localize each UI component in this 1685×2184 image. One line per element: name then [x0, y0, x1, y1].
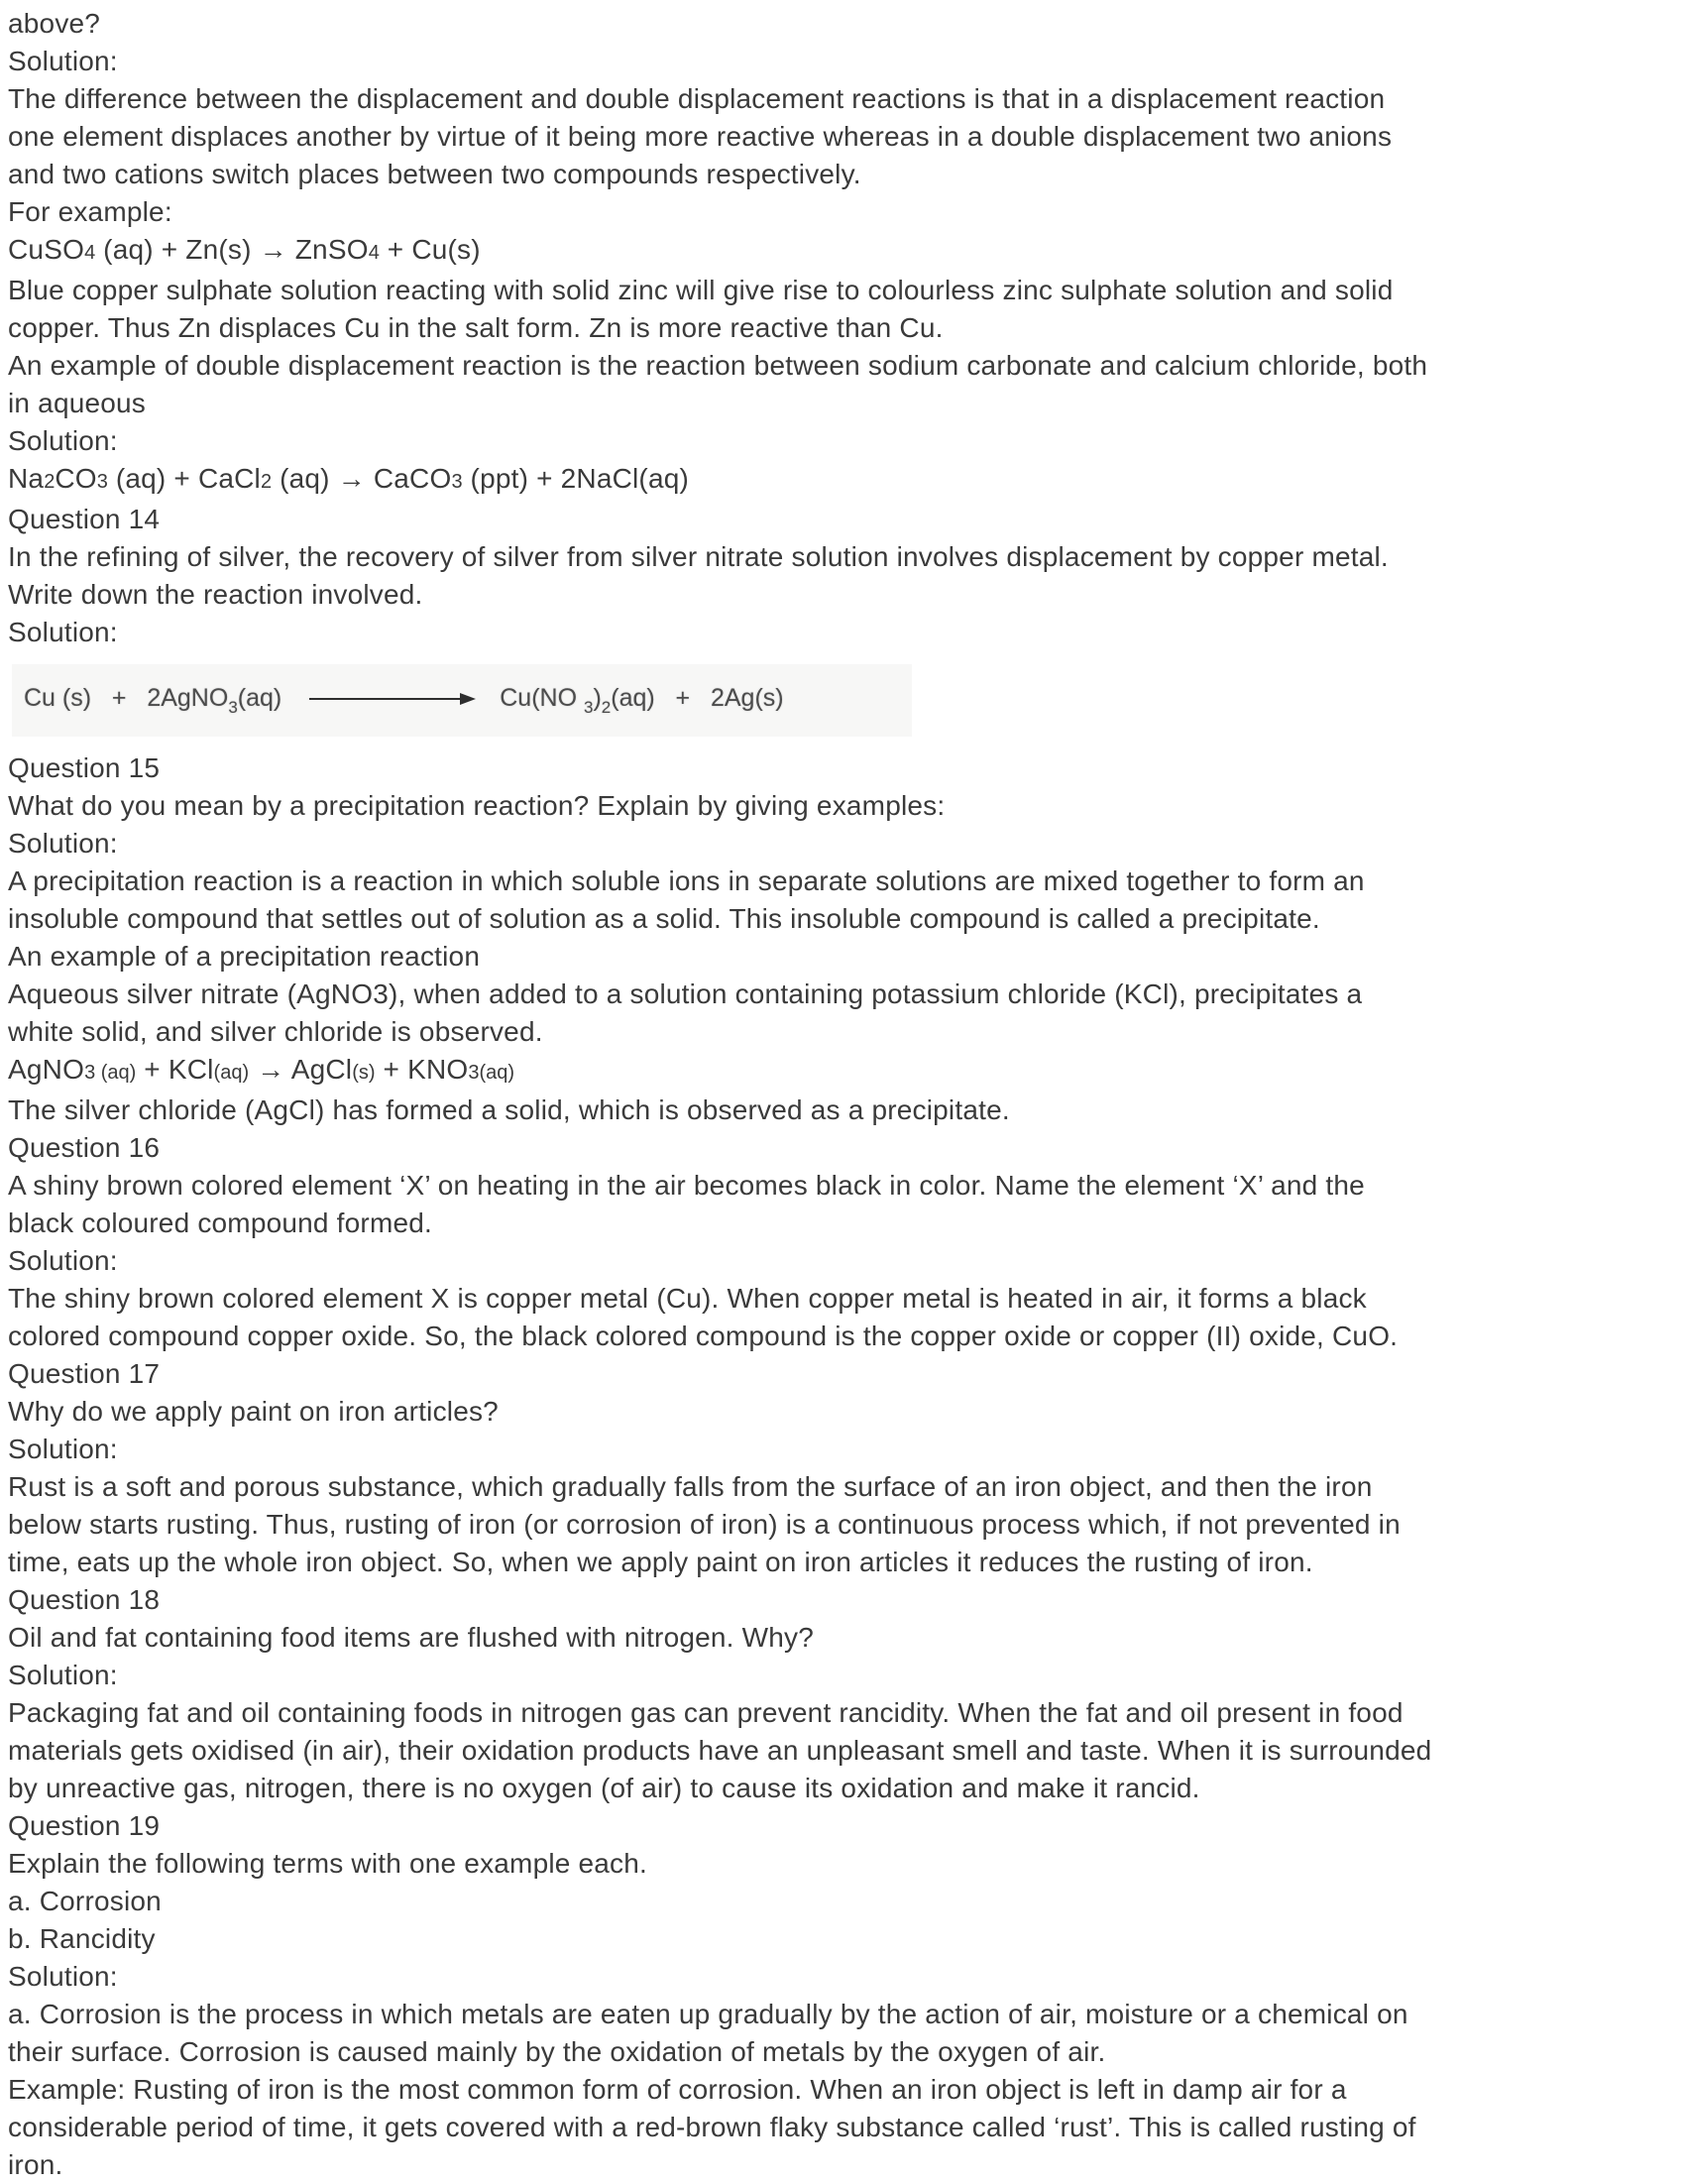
solution-label	[8, 1958, 1649, 1996]
line-text: The difference between the displacement and double displacement reactions is that in a displacement reaction	[8, 83, 1386, 114]
text-line	[8, 538, 1649, 576]
question-heading	[8, 1129, 1649, 1167]
solution-label	[8, 43, 1649, 80]
line-text: Solution:	[8, 1434, 118, 1464]
question-heading	[8, 1807, 1649, 1845]
line-text: Solution:	[8, 1245, 118, 1276]
line-text: time, eats up the whole iron object. So, when we apply paint on iron articles it reduces the rusting of iron.	[8, 1547, 1313, 1577]
line-text: For example:	[8, 196, 172, 227]
text-line	[8, 1845, 1649, 1883]
question-heading	[8, 1581, 1649, 1619]
line-text: An example of double displacement reaction is the reaction between sodium carbonate and calcium chloride, both	[8, 350, 1428, 381]
formula-subscript: 3	[451, 471, 463, 493]
line-text: Question 18	[8, 1584, 161, 1615]
line-text: one element displaces another by virtue of it being more reactive whereas in a double displacement two anions	[8, 121, 1393, 152]
line-text: insoluble compound that settles out of solution as a solid. This insoluble compound is called a precipitate.	[8, 903, 1320, 934]
text-line	[8, 1619, 1649, 1657]
line-text: Explain the following terms with one example each.	[8, 1848, 648, 1879]
solution-label	[8, 422, 1649, 460]
text-line	[8, 2146, 1649, 2184]
formula-subscript: 3(aq)	[468, 1062, 515, 1084]
formula-subscript: 3 (aq)	[84, 1062, 137, 1084]
formula-subscript: 2	[260, 471, 273, 493]
line-text: Question 17	[8, 1358, 161, 1389]
text-line	[8, 118, 1649, 156]
subscript-text: 3	[228, 698, 238, 717]
text-line	[8, 976, 1649, 1013]
formula-subscript: (aq)	[213, 1062, 250, 1084]
line-text: CO	[55, 463, 97, 494]
text-line	[8, 2109, 1649, 2146]
text-line	[8, 862, 1649, 900]
line-text: Solution:	[8, 425, 118, 456]
line-text: CuSO	[8, 234, 85, 265]
formula-line	[8, 460, 1649, 501]
line-text: + KCl	[136, 1054, 214, 1085]
line-text: Aqueous silver nitrate (AgNO3), when added to a solution containing potassium chloride (KCl), precipitates a	[8, 978, 1363, 1009]
line-text: Write down the reaction involved.	[8, 579, 423, 610]
line-text: Solution:	[8, 1961, 118, 1992]
line-text: (aq) + Zn(s) → ZnSO	[95, 234, 369, 265]
line-text: Solution:	[8, 617, 118, 647]
text-line	[8, 1694, 1649, 1732]
formula-subscript: 3	[96, 471, 108, 493]
equation-text: Cu(NO	[500, 684, 584, 712]
text-line	[8, 1506, 1649, 1544]
text-line	[8, 1167, 1649, 1205]
line-text: in aqueous	[8, 388, 147, 418]
formula-subscript: 2	[44, 471, 56, 493]
embedded-equation-image	[12, 664, 912, 737]
text-line	[8, 347, 1649, 385]
solution-label	[8, 1657, 1649, 1694]
text-line	[8, 1013, 1649, 1051]
subscript-text: 2	[601, 698, 612, 717]
line-text: materials gets oxidised (in air), their oxidation products have an unpleasant smell and taste. When it is surrounded	[8, 1735, 1432, 1766]
text-line	[8, 576, 1649, 614]
line-text: A shiny brown colored element ‘X’ on heating in the air becomes black in color. Name the element ‘X’ and the	[8, 1170, 1365, 1201]
line-text: Why do we apply paint on iron articles?	[8, 1396, 499, 1427]
text-line	[8, 1996, 1649, 2033]
text-line	[8, 1092, 1649, 1129]
text-line	[8, 1280, 1649, 1318]
solution-label	[8, 1242, 1649, 1280]
text-line	[8, 1883, 1649, 1920]
text-line	[8, 80, 1649, 118]
line-text: In the refining of silver, the recovery of silver from silver nitrate solution involves displacement by copper metal.	[8, 541, 1389, 572]
line-text: An example of a precipitation reaction	[8, 941, 481, 972]
formula-line	[8, 1051, 1649, 1092]
line-text: + Cu(s)	[379, 234, 481, 265]
line-text: The shiny brown colored element X is copper metal (Cu). When copper metal is heated in air, it forms a black	[8, 1283, 1367, 1314]
formula-subscript: 4	[84, 242, 96, 264]
line-text: below starts rusting. Thus, rusting of iron (or corrosion of iron) is a continuous process which, if not prevented in	[8, 1509, 1401, 1540]
text-line	[8, 1732, 1649, 1770]
line-text: Question 15	[8, 752, 161, 783]
line-text: Question 16	[8, 1132, 161, 1163]
question-heading	[8, 749, 1649, 787]
line-text: Blue copper sulphate solution reacting with solid zinc will give rise to colourless zinc sulphate solution and solid	[8, 275, 1394, 305]
line-text: The silver chloride (AgCl) has formed a solid, which is observed as a precipitate.	[8, 1094, 1010, 1125]
line-text: white solid, and silver chloride is observed.	[8, 1016, 543, 1047]
text-line	[8, 1468, 1649, 1506]
text-line	[8, 1770, 1649, 1807]
text-line	[8, 938, 1649, 976]
line-text: AgNO	[8, 1054, 85, 1085]
line-text: b. Rancidity	[8, 1923, 156, 1954]
text-line	[8, 2071, 1649, 2109]
solution-label	[8, 1431, 1649, 1468]
text-line	[8, 193, 1649, 231]
line-text: iron.	[8, 2149, 63, 2180]
line-text: Question 19	[8, 1810, 161, 1841]
text-line	[8, 1393, 1649, 1431]
line-text: What do you mean by a precipitation reaction? Explain by giving examples:	[8, 790, 946, 821]
line-text: and two cations switch places between two compounds respectively.	[8, 159, 861, 189]
question-heading	[8, 501, 1649, 538]
solution-label	[8, 825, 1649, 862]
text-line	[8, 787, 1649, 825]
line-text: their surface. Corrosion is caused mainly by the oxidation of metals by the oxygen of air.	[8, 2036, 1106, 2067]
line-text: colored compound copper oxide. So, the black colored compound is the copper oxide or copper (II) oxide, CuO.	[8, 1321, 1399, 1351]
formula-line	[8, 231, 1649, 272]
line-text: Na	[8, 463, 45, 494]
text-line	[8, 1544, 1649, 1581]
text-line	[8, 900, 1649, 938]
line-text: a. Corrosion is the process in which metals are eaten up gradually by the action of air, moisture or a chemical on	[8, 1999, 1408, 2029]
line-text: black coloured compound formed.	[8, 1207, 432, 1238]
line-text: considerable period of time, it gets covered with a red-brown flaky substance called ‘rust’. This is called rusting of	[8, 2112, 1416, 2142]
line-text: Solution:	[8, 46, 118, 76]
reaction-arrow-icon	[309, 693, 476, 705]
equation-text: )	[593, 684, 602, 712]
line-text: a. Corrosion	[8, 1886, 162, 1916]
line-text: above?	[8, 8, 101, 39]
line-text: Question 14	[8, 504, 161, 534]
text-line	[8, 1920, 1649, 1958]
solution-label	[8, 614, 1649, 651]
question-heading	[8, 1355, 1649, 1393]
text-line	[8, 156, 1649, 193]
line-text: (aq) → CaCO	[272, 463, 452, 494]
line-text: → AgCl	[249, 1054, 353, 1085]
equation-text: (aq)	[237, 684, 282, 712]
text-line	[8, 2033, 1649, 2071]
text-line	[8, 309, 1649, 347]
equation-text: (aq) + 2Ag(s)	[611, 684, 784, 712]
line-text: A precipitation reaction is a reaction in which soluble ions in separate solutions are mixed together to form an	[8, 865, 1365, 896]
line-text: Rust is a soft and porous substance, which gradually falls from the surface of an iron object, and then the iron	[8, 1471, 1373, 1502]
equation-text: Cu (s) + 2AgNO	[24, 684, 229, 712]
formula-subscript: 4	[368, 242, 380, 264]
line-text: copper. Thus Zn displaces Cu in the salt form. Zn is more reactive than Cu.	[8, 312, 944, 343]
line-text: + KNO	[375, 1054, 469, 1085]
line-text: (aq) + CaCl	[107, 463, 261, 494]
formula-subscript: (s)	[352, 1062, 376, 1084]
line-text: Solution:	[8, 828, 118, 859]
text-line	[8, 272, 1649, 309]
text-line	[8, 385, 1649, 422]
line-text: Packaging fat and oil containing foods in nitrogen gas can prevent rancidity. When the fat and oil present in food	[8, 1697, 1404, 1728]
subscript-text: 3	[583, 698, 594, 717]
text-line	[8, 1205, 1649, 1242]
line-text: Example: Rusting of iron is the most common form of corrosion. When an iron object is left in damp air for a	[8, 2074, 1347, 2105]
text-line	[8, 5, 1649, 43]
line-text: Solution:	[8, 1660, 118, 1690]
line-text: (ppt) + 2NaCl(aq)	[462, 463, 690, 494]
line-text: Oil and fat containing food items are flushed with nitrogen. Why?	[8, 1622, 814, 1653]
text-line	[8, 1318, 1649, 1355]
line-text: by unreactive gas, nitrogen, there is no oxygen (of air) to cause its oxidation and make it rancid.	[8, 1773, 1200, 1803]
